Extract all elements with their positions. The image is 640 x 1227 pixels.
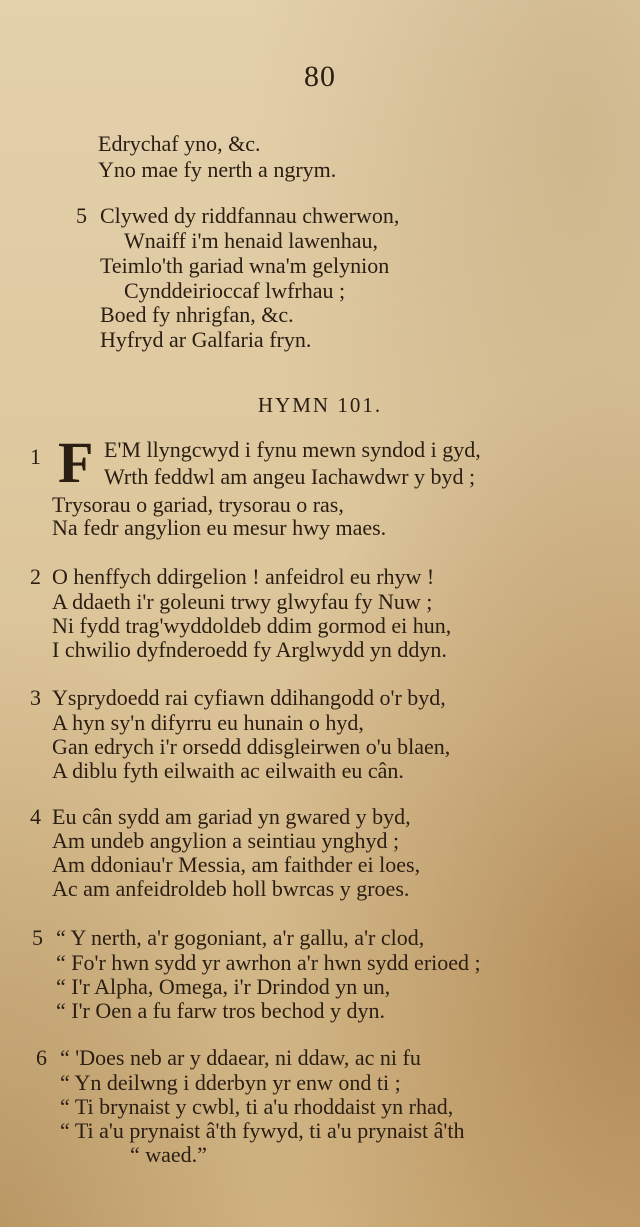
verse-line: “ I'r Oen a fu farw tros bechod y dyn.	[56, 998, 385, 1023]
carryover-line: Edrychaf yno, &c.	[98, 131, 261, 156]
stanza-line: Hyfryd ar Galfaria fryn.	[100, 327, 312, 352]
verse-line: O henffych ddirgelion ! anfeidrol eu rhyw !	[52, 564, 435, 589]
verse-number: 5	[32, 925, 43, 950]
verse-line: Ac am anfeidroldeb holl bwrcas y groes.	[52, 876, 410, 901]
verse-line: Ni fydd trag'wyddoldeb ddim gormod ei hun,	[52, 613, 452, 638]
verse-number: 6	[36, 1045, 47, 1070]
verse-line: “ Y nerth, a'r gogoniant, a'r gallu, a'r clod,	[56, 925, 425, 950]
page-number: 80	[304, 60, 336, 93]
verse-number: 4	[30, 804, 41, 829]
verse-number: 2	[30, 564, 41, 589]
verse-number: 1	[30, 444, 41, 469]
stanza-line: Boed fy nhrigfan, &c.	[100, 302, 294, 327]
verse-line: “ Yn deilwng i dderbyn yr enw ond ti ;	[60, 1070, 401, 1095]
verse-line: Gan edrych i'r orsedd ddisgleirwen o'u blaen,	[52, 734, 451, 759]
verse-line: Wrth feddwl am angeu Iachawdwr y byd ;	[104, 464, 476, 489]
verse-line: Am ddoniau'r Messia, am faithder ei loes,	[52, 852, 421, 877]
verse-line: “ Fo'r hwn sydd yr awrhon a'r hwn sydd erioed ;	[56, 950, 481, 975]
stanza-line: Cynddeirioccaf lwfrhau ;	[124, 278, 346, 303]
verse-line: A diblu fyth eilwaith ac eilwaith eu cân.	[52, 758, 404, 783]
verse-line: Eu cân sydd am gariad yn gwared y byd,	[52, 804, 411, 829]
stanza-line: Teimlo'th gariad wna'm gelynion	[100, 253, 390, 278]
verse-line: Am undeb angylion a seintiau ynghyd ;	[52, 828, 400, 853]
stanza-number: 5	[76, 203, 87, 228]
verse-line: “ Ti brynaist y cwbl, ti a'u rhoddaist yn rhad,	[60, 1094, 454, 1119]
drop-cap: F	[58, 430, 94, 495]
verse-line: “ 'Does neb ar y ddaear, ni ddaw, ac ni fu	[60, 1045, 421, 1070]
stanza-line: Clywed dy riddfannau chwerwon,	[100, 203, 400, 228]
verse-line: Na fedr angylion eu mesur hwy maes.	[52, 515, 387, 540]
stanza-line: Wnaiff i'm henaid lawenhau,	[124, 228, 379, 253]
verse-number: 3	[30, 685, 41, 710]
verse-line: E'M llyngcwyd i fynu mewn syndod i gyd,	[104, 437, 481, 462]
verse-line: A hyn sy'n difyrru eu hunain o hyd,	[52, 710, 364, 735]
verse-line: “ waed.”	[130, 1142, 207, 1167]
hymn-title: HYMN 101.	[257, 393, 383, 417]
verse-line: Ysprydoedd rai cyfiawn ddihangodd o'r byd,	[52, 685, 446, 710]
verse-line: I chwilio dyfnderoedd fy Arglwydd yn ddyn.	[52, 637, 447, 662]
verse-line: “ I'r Alpha, Omega, i'r Drindod yn un,	[56, 974, 391, 999]
verse-line: A ddaeth i'r goleuni trwy glwyfau fy Nuw ;	[52, 589, 433, 614]
verse-line: Trysorau o gariad, trysorau o ras,	[52, 492, 344, 517]
carryover-line: Yno mae fy nerth a ngrym.	[98, 157, 337, 182]
verse-line: “ Ti a'u prynaist â'th fywyd, ti a'u prynaist â'th	[60, 1118, 465, 1143]
